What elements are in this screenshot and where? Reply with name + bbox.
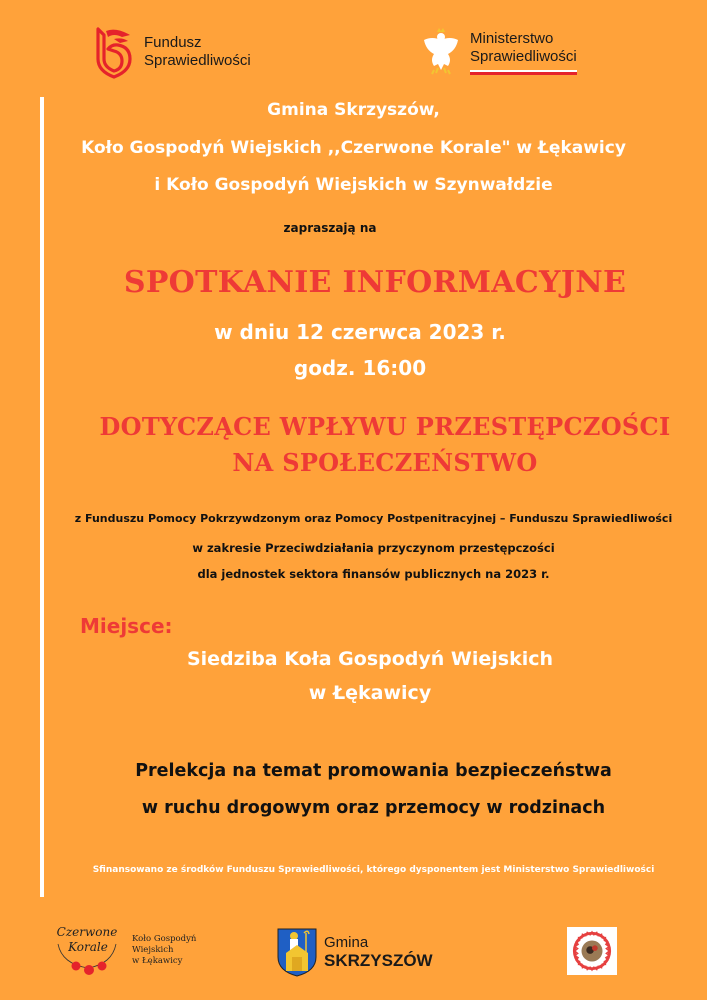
organizer-line-2: Koło Gospodyń Wiejskich ,,Czerwone Korale" w Łękawicy <box>81 138 626 158</box>
czerwone-korale-logo <box>52 922 212 978</box>
funding-line-2: w zakresie Przeciwdziałania przyczynom przestępczości <box>192 541 555 555</box>
lecture-line-2: w ruchu drogowym oraz przemocy w rodzinach <box>141 798 606 818</box>
gmina-skrzyszow-logo <box>276 926 456 978</box>
organizer-line-3: i Koło Gospodyń Wiejskich w Szynwałdzie <box>154 175 553 195</box>
white-eagle-emblem-icon <box>420 26 462 78</box>
round-seal-icon <box>571 930 613 972</box>
place-line-1: Siedziba Koła Gospodyń Wiejskich <box>186 648 554 670</box>
lecture-line-1: Prelekcja na temat promowania bezpieczeństwa <box>135 761 612 781</box>
place-line-2: w Łękawicy <box>308 682 432 704</box>
event-subtitle-line-1: DOTYCZĄCE WPŁYWU PRZESTĘPCZOŚCI <box>99 412 671 441</box>
logo-right-line2: Sprawiedliwości <box>470 47 577 65</box>
red-beads-necklace-icon <box>52 922 122 978</box>
polish-flag-bar <box>470 70 577 75</box>
gmina-logo-line-1: Gmina <box>324 933 369 951</box>
kgw-logo-line-2: Wiejskich <box>132 944 174 955</box>
svg-text:Czerwone: Czerwone <box>56 925 118 939</box>
place-label: Miejsce: <box>80 614 173 638</box>
kgw-szynwald-seal-logo <box>567 927 617 975</box>
svg-text:Korale: Korale <box>68 940 108 954</box>
vertical-divider-line <box>40 97 44 897</box>
event-subtitle-line-2: NA SPOŁECZEŃSTWO <box>232 448 538 477</box>
financing-note: Sfinansowano ze środków Funduszu Sprawiedliwości, którego dysponentem jest Ministerstwo Sprawiedliwości <box>92 865 655 875</box>
invite-text: zapraszają na <box>283 221 377 235</box>
kgw-logo-line-1: Koło Gospodyń <box>132 933 197 944</box>
coat-of-arms-icon <box>276 927 318 977</box>
logo-left-line1: Fundusz <box>144 34 202 51</box>
logo-left-line2: Sprawiedliwości <box>144 52 251 69</box>
gmina-logo-line-2: SKRZYSZÓW <box>324 950 433 970</box>
funding-line-1: z Funduszu Pomocy Pokrzywdzonym oraz Pomocy Postpenitracyjnej – Funduszu Sprawiedliwości <box>74 512 673 525</box>
eagle-shield-icon <box>92 25 136 79</box>
funding-line-3: dla jednostek sektora finansów publicznych na 2023 r. <box>197 567 550 581</box>
organizer-line-1: Gmina Skrzyszów, <box>267 100 440 120</box>
logo-right-line1: Ministerstwo <box>470 29 554 47</box>
event-date: w dniu 12 czerwca 2023 r. <box>214 320 506 344</box>
event-title: SPOTKANIE INFORMACYJNE <box>123 265 627 300</box>
ministerstwo-sprawiedliwosci-logo <box>420 24 620 80</box>
event-time: godz. 16:00 <box>293 356 427 380</box>
kgw-logo-line-3: w Łękawicy <box>132 955 183 966</box>
fundusz-sprawiedliwosci-logo <box>92 24 292 80</box>
